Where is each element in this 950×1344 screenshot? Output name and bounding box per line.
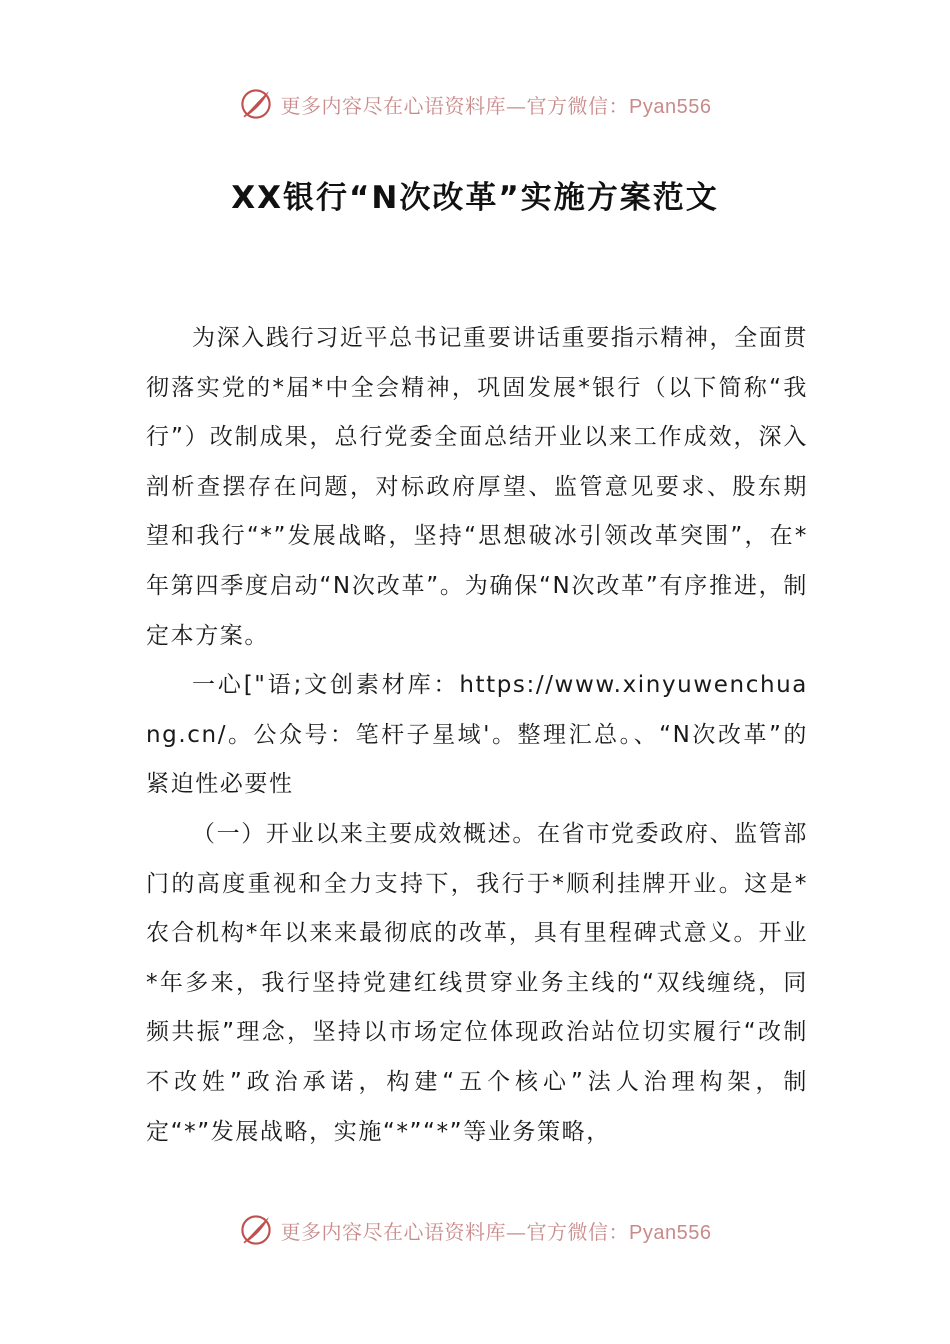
paragraph-intro: 为深入践行习近平总书记重要讲话重要指示精神，全面贯彻落实党的*届*中全会精神，巩固发展*银行（以下简称“我行”）改制成果，总行党委全面总结开业以来工作成效，深入剖析查摆存在问题，对标政府厚望、监管意见要求、股东期望和我行“*”发展战略，坚持“思想破冰引领改革突围”，在*年第四季度启动“N次改革”。为确保“N次改革”有序推进，制定本方案。 bbox=[146, 325, 808, 649]
document-title: XX银行“N次改革”实施方案范文 bbox=[231, 180, 719, 216]
wechat-id: Pyan556 bbox=[629, 95, 712, 118]
quill-pen-logo-icon bbox=[239, 1213, 273, 1247]
paragraph-section-heading: 一心["语;文创素材库：https://www.xinyuwenchuang.cn/。公众号：笔杆子星域'。整理汇总。、“N次改革”的紧迫性必要性 bbox=[146, 672, 808, 798]
quill-pen-logo-icon bbox=[239, 87, 273, 121]
paragraph-achievements: （一）开业以来主要成效概述。在省市党委政府、监管部门的高度重视和全力支持下，我行于*顺利挂牌开业。这是*农合机构*年以来来最彻底的改革，具有里程碑式意义。开业*年多来，我行坚持党建红线贯穿业务主线的“双线缠绕，同频共振”理念，坚持以市场定位体现政治站位切实履行“改制不改姓”政治承诺，构建“五个核心”法人治理构架，制定“*”发展战略，实施“*”“*”等业务策略， bbox=[146, 820, 808, 1145]
watermark-header bbox=[0, 84, 950, 124]
document-body bbox=[146, 314, 808, 1157]
wechat-id: Pyan556 bbox=[629, 1221, 712, 1244]
watermark-text: 更多内容尽在心语资料库—官方微信：Pyan556 bbox=[280, 93, 712, 118]
watermark-text: 更多内容尽在心语资料库—官方微信：Pyan556 bbox=[280, 1219, 712, 1244]
watermark-footer bbox=[0, 1210, 950, 1250]
